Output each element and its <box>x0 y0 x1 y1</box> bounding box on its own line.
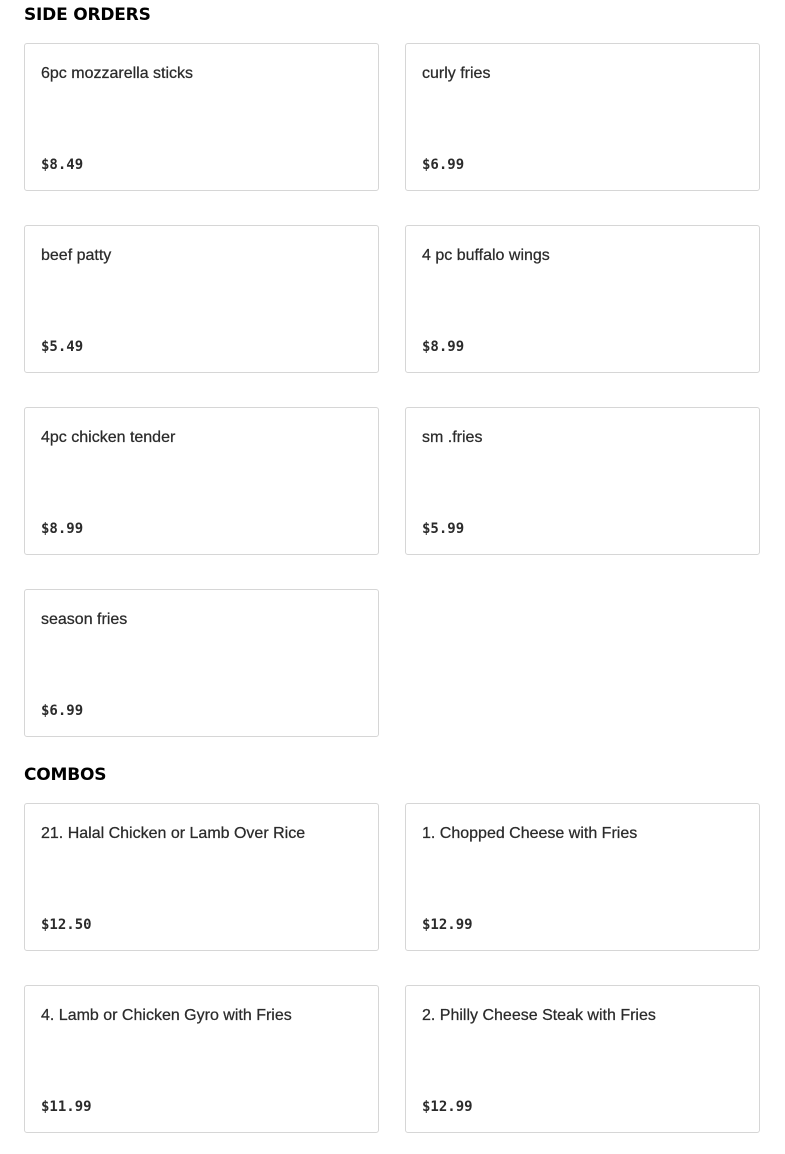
menu-item-card[interactable] <box>24 407 379 555</box>
menu-item-price: $12.50 <box>41 917 92 933</box>
menu-item-name: 1. Chopped Cheese with Fries <box>422 825 638 842</box>
menu-item-name: curly fries <box>422 65 491 82</box>
menu-item-name: beef patty <box>41 247 112 264</box>
menu-item-name: sm .fries <box>422 429 483 446</box>
menu-item-name: 21. Halal Chicken or Lamb Over Rice <box>41 825 306 842</box>
menu-item-card[interactable] <box>405 43 760 191</box>
menu-item-price: $12.99 <box>422 917 473 933</box>
menu-item-card[interactable] <box>24 43 379 191</box>
menu-item-price: $6.99 <box>41 703 84 719</box>
section-title-combos: COMBOS <box>24 765 107 785</box>
menu-item-price: $8.49 <box>41 157 84 173</box>
menu-item-price: $12.99 <box>422 1099 473 1115</box>
menu-item-name: 4 pc buffalo wings <box>422 247 550 264</box>
menu-item-name: 4. Lamb or Chicken Gyro with Fries <box>41 1007 292 1024</box>
menu-item-price: $5.99 <box>422 521 465 537</box>
menu-item-card[interactable] <box>24 803 379 951</box>
menu-item-price: $11.99 <box>41 1099 92 1115</box>
menu-item-price: $8.99 <box>422 339 465 355</box>
menu-item-price: $6.99 <box>422 157 465 173</box>
menu-item-card[interactable] <box>405 407 760 555</box>
menu-item-price: $8.99 <box>41 521 84 537</box>
menu-item-card[interactable] <box>405 803 760 951</box>
menu-item-card[interactable] <box>24 225 379 373</box>
section-title-side-orders: SIDE ORDERS <box>24 5 151 25</box>
menu-item-card[interactable] <box>405 225 760 373</box>
menu-item-name: 2. Philly Cheese Steak with Fries <box>422 1007 656 1024</box>
menu-item-card[interactable] <box>24 985 379 1133</box>
menu-item-name: 6pc mozzarella sticks <box>41 65 194 82</box>
menu-item-name: 4pc chicken tender <box>41 429 176 446</box>
menu-item-card[interactable] <box>24 589 379 737</box>
menu-item-name: season fries <box>41 611 128 628</box>
menu-item-card[interactable] <box>405 985 760 1133</box>
menu-item-price: $5.49 <box>41 339 84 355</box>
